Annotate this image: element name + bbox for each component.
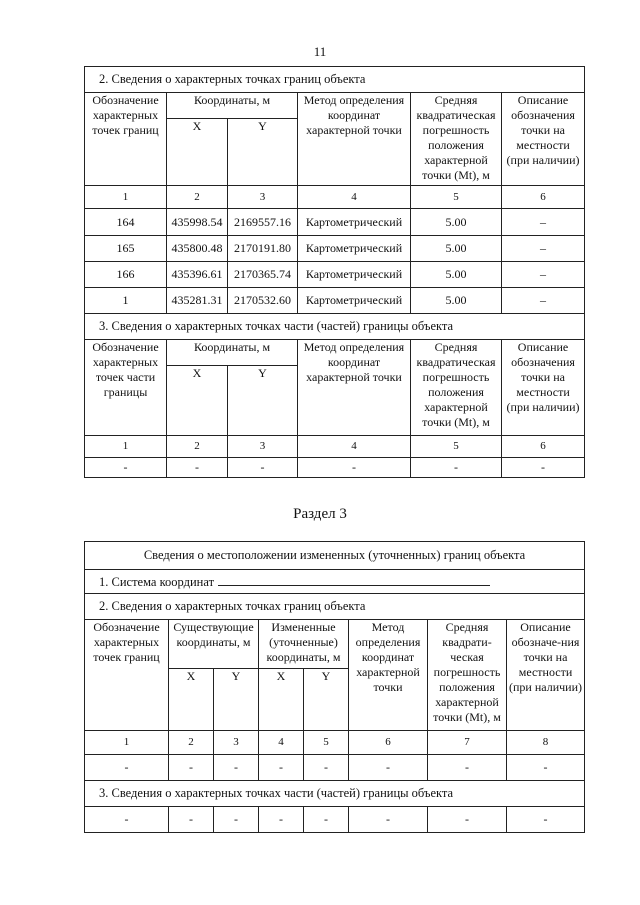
desc-cell: – [502,209,585,236]
y-cell: 2170532.60 [228,288,298,314]
col-number: 3 [228,186,298,209]
table-row [85,755,585,781]
col-number: 3 [228,436,298,458]
header-x: X [167,366,228,436]
header-y: Y [228,366,298,436]
changed-boundaries-table [84,541,585,833]
header-coords: Координаты, м [167,93,298,119]
desc-cell: – [502,262,585,288]
col-number: 2 [167,436,228,458]
dash-cell: - [169,807,214,833]
desc-cell: – [502,236,585,262]
col-number: 1 [85,186,167,209]
method-cell: Картометрический [298,236,411,262]
header-desc: Описание обозначения точки на местности (при наличии) [502,340,585,436]
dash-cell: - [85,755,169,781]
dash-cell: - [428,755,507,781]
col-number: 4 [298,436,411,458]
header-x: X [259,669,304,731]
dash-cell: - [507,807,585,833]
col-number: 7 [428,731,507,755]
dash-cell: - [214,755,259,781]
col-number: 6 [349,731,428,755]
page-number: 11 [313,44,327,59]
header-method: Метод определения координат характерной точки [298,340,411,436]
error-cell: 5.00 [411,209,502,236]
section2-title: 2. Сведения о характерных точках границ объекта [85,67,585,93]
header-desc: Описание обозначе-ния точки на местности (при наличии) [507,620,585,731]
header-error: Средняя квадрати-ческая погрешность положения характерной точки (Mt), м [428,620,507,731]
table-row [85,236,585,262]
header-method: Метод определения координат характерной точки [349,620,428,731]
col-number: 4 [298,186,411,209]
header-coords: Координаты, м [167,340,298,366]
block-title: Сведения о местоположении измененных (уточненных) границ объекта [85,542,585,570]
header-x: X [167,119,228,186]
dash-cell: - [259,755,304,781]
header-point: Обозначение характерных точек части границы [85,340,167,436]
header-y: Y [228,119,298,186]
error-cell: 5.00 [411,288,502,314]
header-point: Обозначение характерных точек границ [85,93,167,186]
dash-cell: - [349,807,428,833]
x-cell: 435800.48 [167,236,228,262]
dash-cell: - [507,755,585,781]
y-cell: 2170365.74 [228,262,298,288]
dash-cell: - [228,458,298,478]
col-number: 2 [169,731,214,755]
method-cell: Картометрический [298,209,411,236]
dash-cell: - [502,458,585,478]
col-number: 6 [502,186,585,209]
header-desc: Описание обозначения точки на местности (при наличии) [502,93,585,186]
y-cell: 2170191.80 [228,236,298,262]
dash-cell: - [167,458,228,478]
header-error: Средняя квадратическая погрешность положения характерной точки (Mt), м [411,340,502,436]
table-row [85,458,585,478]
section2-title: 2. Сведения о характерных точках границ объекта [85,594,585,620]
dash-cell: - [85,807,169,833]
coord-system-row [85,570,585,594]
point-cell: 165 [85,236,167,262]
x-cell: 435396.61 [167,262,228,288]
point-cell: 166 [85,262,167,288]
method-cell: Картометрический [298,262,411,288]
col-number: 1 [85,436,167,458]
error-cell: 5.00 [411,262,502,288]
section3-title: 3. Сведения о характерных точках части (частей) границы объекта [85,781,585,807]
table-row [85,209,585,236]
col-number: 6 [502,436,585,458]
x-cell: 435998.54 [167,209,228,236]
header-point: Обозначение характерных точек границ [85,620,169,731]
dash-cell: - [428,807,507,833]
table-row [85,807,585,833]
dash-cell: - [411,458,502,478]
desc-cell: – [502,288,585,314]
dash-cell: - [214,807,259,833]
point-cell: 1 [85,288,167,314]
point-cell: 164 [85,209,167,236]
section3-title: 3. Сведения о характерных точках части (частей) границы объекта [85,314,585,340]
col-number: 8 [507,731,585,755]
dash-cell: - [349,755,428,781]
dash-cell: - [298,458,411,478]
dash-cell: - [304,807,349,833]
col-number: 5 [411,436,502,458]
header-x: X [169,669,214,731]
section-heading: Раздел 3 [293,506,347,522]
dash-cell: - [85,458,167,478]
header-existing: Существующие координаты, м [169,620,259,669]
table-row [85,262,585,288]
dash-cell: - [304,755,349,781]
header-method: Метод определения координат характерной точки [298,93,411,186]
col-number: 5 [411,186,502,209]
header-error: Средняя квадратическая погрешность положения характерной точки (Mt), м [411,93,502,186]
coord-system-label: 1. Система координат [99,575,215,589]
header-y: Y [214,669,259,731]
dash-cell: - [169,755,214,781]
points-table-section2 [84,66,585,478]
header-y: Y [304,669,349,731]
col-number: 4 [259,731,304,755]
coord-system-blank [218,573,490,586]
x-cell: 435281.31 [167,288,228,314]
dash-cell: - [259,807,304,833]
y-cell: 2169557.16 [228,209,298,236]
col-number: 1 [85,731,169,755]
col-number: 5 [304,731,349,755]
col-number: 2 [167,186,228,209]
method-cell: Картометрический [298,288,411,314]
table-row [85,288,585,314]
header-changed: Измененные (уточненные) координаты, м [259,620,349,669]
error-cell: 5.00 [411,236,502,262]
col-number: 3 [214,731,259,755]
